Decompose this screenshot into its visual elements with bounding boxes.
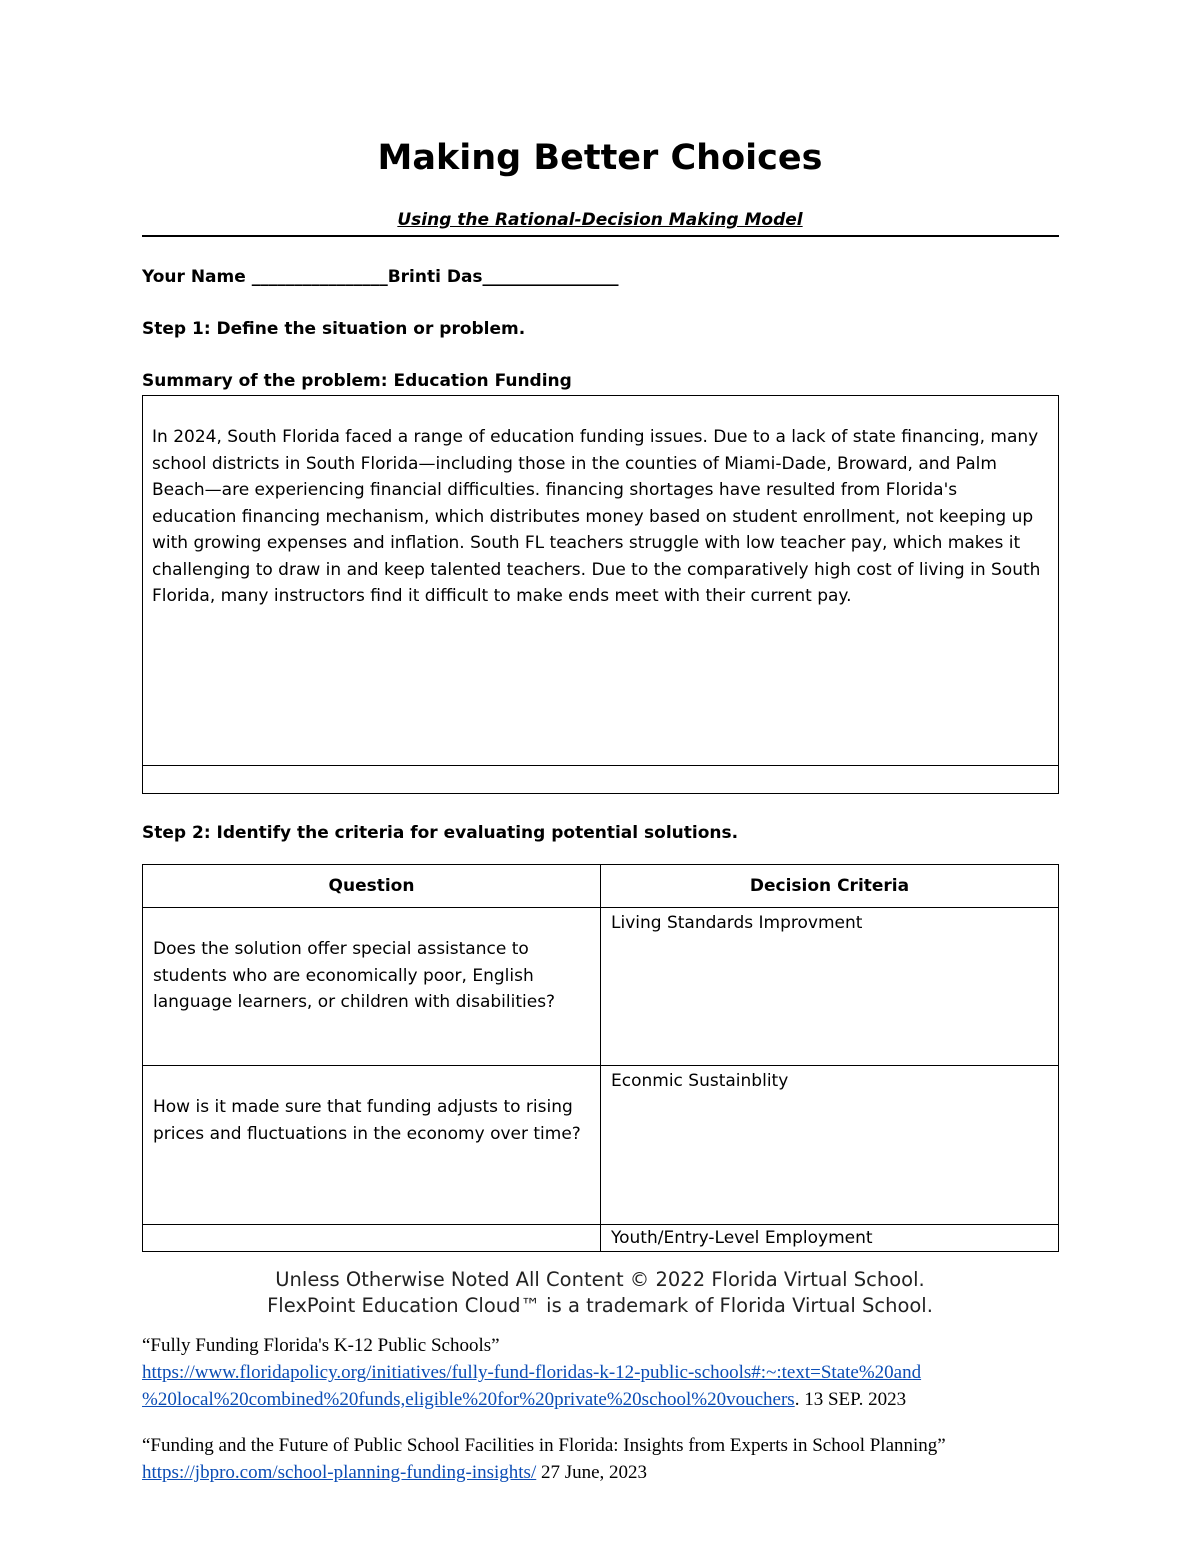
reference-title: “Funding and the Future of Public School Facilities in Florida: Insights from Experts in School Planning”	[142, 1435, 946, 1456]
table-row	[143, 1066, 1059, 1225]
reference-link[interactable]: https://jbpro.com/school-planning-funding-insights/	[142, 1462, 537, 1483]
reference-link[interactable]: https://www.floridapolicy.org/initiatives/fully-fund-floridas-k-12-public-schools#:~:text=State%20and	[142, 1362, 922, 1383]
reference-1	[142, 1332, 1082, 1413]
document-title: Making Better Choices	[377, 138, 823, 178]
copyright-line: Unless Otherwise Noted All Content © 2022 Florida Virtual School.	[275, 1268, 925, 1291]
summary-label: Summary of the problem: Education Funding	[142, 371, 572, 391]
table-row	[143, 1225, 1059, 1252]
reference-date: . 13 SEP. 2023	[794, 1389, 907, 1410]
criteria-table	[142, 864, 1059, 1252]
question-cell: Does the solution offer special assistance to students who are economically poor, English language learners, or children with disabilities?	[143, 908, 601, 1066]
criteria-cell: Living Standards Improvment	[601, 908, 1059, 1066]
criteria-cell: Econmic Sustainblity	[601, 1066, 1059, 1225]
column-header-question: Question	[143, 865, 601, 908]
summary-text: In 2024, South Florida faced a range of education funding issues. Due to a lack of state financing, many school districts in South Florida—including those in the counties of Miami-Dade, Broward, and Palm Beach—are experiencing financial difficulties. financing shortages have resulted from Florida's education financing mechanism, which distributes money based on student enrollment, not keeping up with growing expenses and inflation. South FL teachers struggle with low teacher pay, which makes it challenging to draw in and keep talented teachers. Due to the comparatively high cost of living in South Florida, many instructors find it difficult to make ends meet with their current pay.	[152, 427, 1041, 606]
step2-heading: Step 2: Identify the criteria for evaluating potential solutions.	[142, 823, 739, 843]
table-row	[143, 908, 1059, 1066]
reference-link-continued[interactable]: %20local%20combined%20funds,eligible%20for%20private%20school%20vouchers	[142, 1389, 795, 1410]
table-header-row	[143, 865, 1059, 908]
reference-2	[142, 1432, 1082, 1486]
document-subtitle: Using the Rational-Decision Making Model	[397, 210, 803, 230]
question-cell	[143, 1225, 601, 1252]
copyright-footer	[0, 1267, 1200, 1319]
name-line: Your Name ________________Brinti Das________________	[142, 267, 619, 287]
reference-date: 27 June, 2023	[536, 1462, 648, 1483]
title-divider	[142, 235, 1059, 237]
summary-box-footer-row	[142, 765, 1059, 794]
question-cell: How is it made sure that funding adjusts to rising prices and fluctuations in the economy over time?	[143, 1066, 601, 1225]
trademark-line: FlexPoint Education Cloud™ is a trademark of Florida Virtual School.	[267, 1294, 933, 1317]
criteria-cell: Youth/Entry-Level Employment	[601, 1225, 1059, 1252]
reference-title: “Fully Funding Florida's K-12 Public Schools”	[142, 1335, 500, 1356]
step1-heading: Step 1: Define the situation or problem.	[142, 319, 526, 339]
column-header-criteria: Decision Criteria	[601, 865, 1059, 908]
